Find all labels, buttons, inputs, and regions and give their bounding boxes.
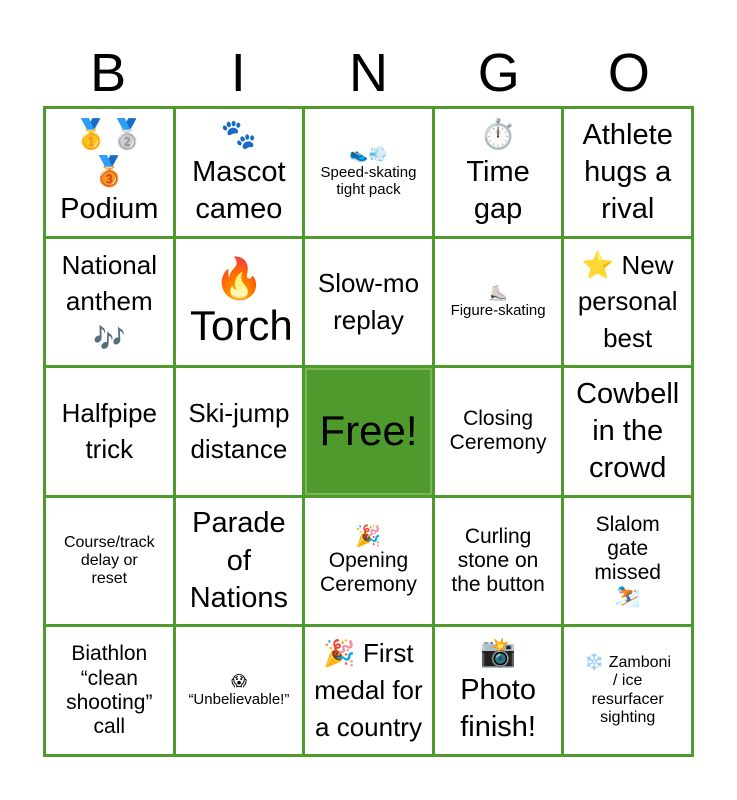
bingo-cell-first-medal[interactable] xyxy=(305,627,432,754)
cell-label: Athlete hugs a rival xyxy=(582,118,673,225)
bingo-cell-course-delay[interactable] xyxy=(46,498,173,625)
bingo-cell-personal-best[interactable] xyxy=(564,239,691,366)
header-letter-i: I xyxy=(230,43,246,103)
cell-label: 📸 Photo finish! xyxy=(460,637,536,744)
bingo-cell-curling-stone[interactable] xyxy=(435,498,562,625)
cell-label: Ski-jump distance xyxy=(188,397,290,465)
header-letter-b: B xyxy=(90,43,127,103)
cell-label: 🎉 Opening Ceremony xyxy=(320,524,417,597)
bingo-cell-opening-ceremony[interactable] xyxy=(305,498,432,625)
cell-label: ⛸️ Figure-skating xyxy=(450,284,546,319)
cell-label: Parade of Nations xyxy=(189,507,289,614)
cell-label: ❄️ Zamboni / ice resurfacer sighting xyxy=(584,653,671,727)
bingo-cell-photo-finish[interactable] xyxy=(435,627,562,754)
cell-label: 🥇🥈 🥉 Podium xyxy=(60,118,159,225)
cell-label: National anthem 🎶 xyxy=(61,249,157,354)
cell-label: Curling stone on the button xyxy=(451,524,545,597)
bingo-cell-slow-mo-replay[interactable] xyxy=(305,239,432,366)
bingo-cell-closing-ceremony[interactable] xyxy=(435,368,562,495)
cell-label: 👟💨 Speed-skating tight pack xyxy=(320,146,417,198)
bingo-cell-ski-jump-distance[interactable] xyxy=(176,368,303,495)
cell-label: Course/track delay or reset xyxy=(63,533,155,588)
cell-label: Halfpipe trick xyxy=(61,397,157,465)
cell-label: 😱 “Unbelievable!” xyxy=(188,673,290,708)
header-letter-g: G xyxy=(477,43,520,103)
bingo-cell-torch[interactable] xyxy=(176,239,303,366)
bingo-cell-parade-of-nations[interactable] xyxy=(176,498,303,625)
cell-label: 🎉 First medal for a country xyxy=(314,638,423,743)
cell-label: Closing Ceremony xyxy=(449,407,547,455)
bingo-cell-free[interactable] xyxy=(305,368,432,495)
bingo-cell-zamboni[interactable] xyxy=(564,627,691,754)
bingo-cell-unbelievable[interactable] xyxy=(176,627,303,754)
bingo-cell-time-gap[interactable] xyxy=(435,109,562,236)
bingo-board xyxy=(43,106,694,757)
bingo-cell-podium[interactable] xyxy=(46,109,173,236)
cell-label: ⭐ New personal best xyxy=(577,249,678,354)
cell-label: Slalom gate missed ⛷️ xyxy=(594,512,661,609)
bingo-cell-slalom-gate[interactable] xyxy=(564,498,691,625)
cell-label: Slow-mo replay xyxy=(317,267,420,335)
cell-label: 🐾 Mascot cameo xyxy=(192,118,286,225)
bingo-cell-speed-skating[interactable] xyxy=(305,109,432,236)
cell-label: Cowbell in the crowd xyxy=(576,377,680,485)
bingo-cell-figure-skating[interactable] xyxy=(435,239,562,366)
cell-label: Biathlon “clean shooting” call xyxy=(66,642,153,738)
bingo-cell-national-anthem[interactable] xyxy=(46,239,173,366)
header-letter-o: O xyxy=(607,43,650,103)
bingo-cell-cowbell[interactable] xyxy=(564,368,691,495)
free-label: Free! xyxy=(319,407,418,455)
header-letter-n: N xyxy=(348,43,388,103)
bingo-cell-biathlon[interactable] xyxy=(46,627,173,754)
cell-label: 🔥 Torch xyxy=(189,256,293,349)
bingo-cell-athlete-hugs-rival[interactable] xyxy=(564,109,691,236)
cell-label: ⏱️ Time gap xyxy=(466,118,530,225)
bingo-cell-mascot-cameo[interactable] xyxy=(176,109,303,236)
bingo-header xyxy=(43,40,694,106)
bingo-cell-halfpipe-trick[interactable] xyxy=(46,368,173,495)
